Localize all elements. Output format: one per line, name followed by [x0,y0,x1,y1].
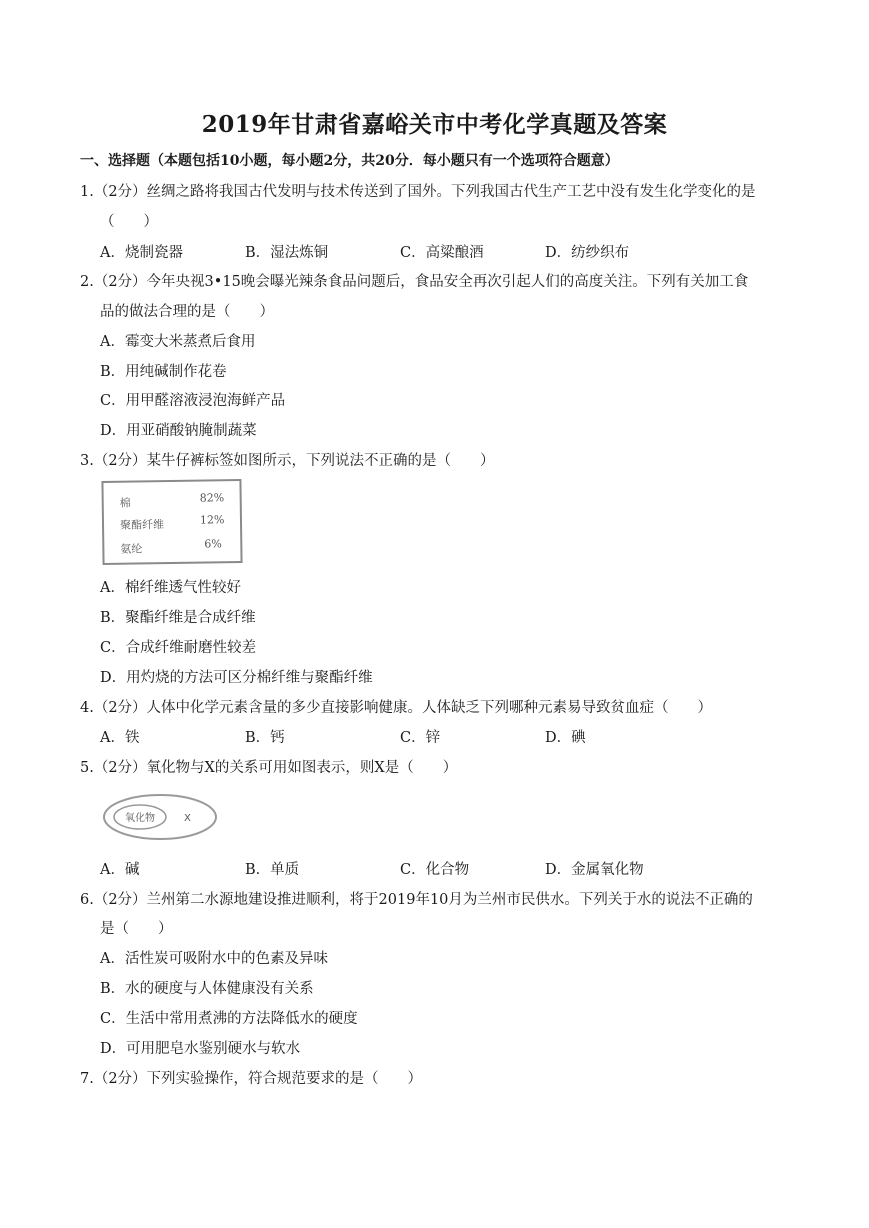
outer-ellipse [104,795,216,839]
q1-stem-line2: （ ） [100,214,158,230]
q6-option-a: A．活性炭可吸附水中的色素及异味 [100,951,328,967]
label-row-name: 棉 [119,496,131,510]
label-row-value: 12% [199,513,225,527]
q5-option-d: D．金属氧化物 [545,862,644,878]
venn-oval-figure [102,793,218,841]
q6-stem-line2: 是（ ） [100,921,173,937]
inner-ellipse-label: 氧化物 [125,813,155,824]
q3-option-c: C．合成纤维耐磨性较差 [100,640,257,656]
q6-stem-line1: 6.（2分）兰州第二水源地建设推进顺利，将于2019年10月为兰州市民供水。下列关于水的说法不正确的 [80,892,753,908]
document-title: 2019年甘肃省嘉峪关市中考化学真题及答案 [201,111,668,138]
q4-stem: 4.（2分）人体中化学元素含量的多少直接影响健康。人体缺乏下列哪种元素易导致贫血症（ ） [80,700,713,716]
q5-option-c: C．化合物 [400,862,470,878]
q2-option-d: D．用亚硝酸钠腌制蔬菜 [100,423,257,439]
q4-option-d: D．碘 [545,730,586,746]
q1-option-b: B．湿法炼铜 [245,245,329,261]
q1-stem-line1: 1.（2分）丝绸之路将我国古代发明与技术传送到了国外。下列我国古代生产工艺中没有发生化学变化的是 [80,184,756,200]
q2-option-b: B．用纯碱制作花卷 [100,364,227,380]
q4-option-c: C．锌 [400,730,441,746]
q2-option-c: C．用甲醛溶液浸泡海鲜产品 [100,393,286,409]
q5-option-b: B．单质 [245,862,300,878]
q5-option-a: A．碱 [100,862,140,878]
q3-stem: 3.（2分）某牛仔裤标签如图所示，下列说法不正确的是（ ） [80,453,495,469]
q3-option-a: A．棉纤维透气性较好 [100,580,241,596]
q4-option-a: A．铁 [100,730,140,746]
q6-option-b: B．水的硬度与人体健康没有关系 [100,981,314,997]
q2-stem-line2: 品的做法合理的是（ ） [100,304,274,320]
outer-ellipse-label: X [184,813,191,824]
q1-option-a: A．烧制瓷器 [100,245,183,261]
q5-stem: 5.（2分）氧化物与X的关系可用如图表示，则X是（ ） [80,760,458,776]
q4-option-b: B．钙 [245,730,285,746]
section-heading: 一、选择题（本题包括10小题，每小题2分，共20分．每小题只有一个选项符合题意） [80,153,619,169]
q1-option-d: D．纺纱织布 [545,245,630,261]
q6-option-d: D．可用肥皂水鉴别硬水与软水 [100,1041,301,1057]
q3-option-d: D．用灼烧的方法可区分棉纤维与聚酯纤维 [100,670,373,686]
label-row-value: 6% [204,537,222,551]
q6-option-c: C．生活中常用煮沸的方法降低水的硬度 [100,1011,358,1027]
label-row-value: 82% [199,491,225,505]
q1-option-c: C．高粱酿酒 [400,245,484,261]
q3-option-b: B．聚酯纤维是合成纤维 [100,610,256,626]
label-row-name: 氨纶 [120,542,143,556]
label-row-name: 聚酯纤维 [119,518,165,532]
q7-stem: 7.（2分）下列实验操作，符合规范要求的是（ ） [80,1071,423,1087]
q2-option-a: A．霉变大米蒸煮后食用 [100,334,256,350]
jeans-label-figure [101,479,242,565]
q2-stem-line1: 2.（2分）今年央视3•15晚会曝光辣条食品问题后，食品安全再次引起人们的高度关注。下列有关加工食 [80,274,749,290]
